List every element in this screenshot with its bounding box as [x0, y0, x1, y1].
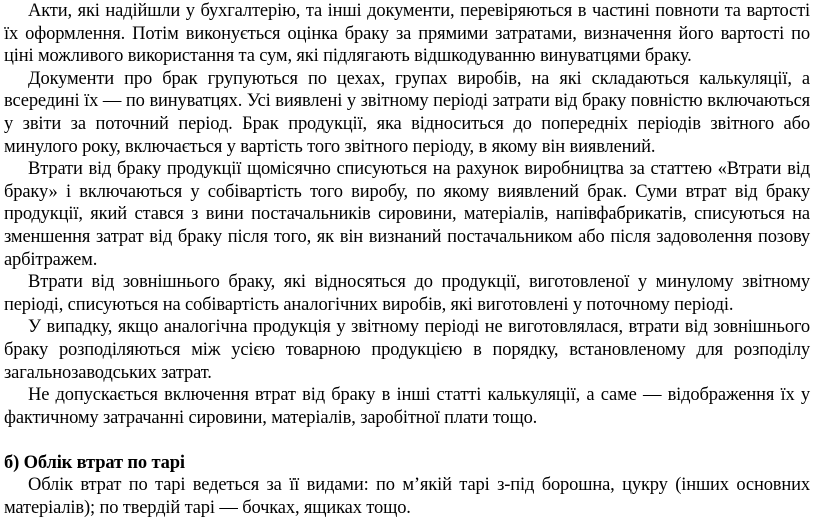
paragraph-external-defect: Втрати від зовнішнього браку, які відносяться до продукції, виготовленої у минулому звітному періоді, списуються на собівартість аналогічних виробів, які виготовлені у поточному періоді.: [4, 272, 810, 315]
paragraph-defect-grouping: Документи про брак групуються по цехах, групах виробів, на які складаються калькуляції, а всередині їх — по винуватцях. Усі виявлені у звітному періоді затрати від браку повністю включаються у звіти за поточний період. Брак продукції, яка відноситься до попередніх періодів звітного або минулого року, включається у вартість того звітного періоду, в якому він виявлений.: [4, 68, 810, 157]
paragraph-defect-losses-writeoff: Втрати від браку продукції щомісячно списуються на рахунок виробництва за статтею «Втрати від браку» і включаються у собівартість того виробу, по якому виявлений брак. Суми втрат від браку продукції, який стався з вини постачальників сировини, матеріалів, напівфабрикатів, списуються на зменшення затрат від браку після того, як він визнаний постачальником або після задоволення позову арбітражем.: [4, 159, 810, 270]
paragraph-external-defect-distribution: У випадку, якщо аналогічна продукція у звітному періоді не виготовлялася, втрати від зовнішнього браку розподіляються між усією товарною продукцією в порядку, встановленому для розподілу загальнозаводських затрат.: [4, 317, 810, 383]
paragraph-defect-acts: Акти, які надійшли у бухгалтерію, та інші документи, перевіряються в частині повноти та вартості їх оформлення. Потім виконується оцінка браку за прямими затратами, визначення його вартості по ціні можливого використання та сум, які підлягають відшкодуванню винуватцями браку.: [4, 1, 810, 67]
paragraph-no-other-items: Не допускається включення втрат від браку в інші статті калькуляції, а саме — відображення їх у фактичному затрачанні сировини, матеріалів, заробітної плати тощо.: [4, 385, 810, 428]
section-spacer: [4, 429, 810, 452]
section-heading: б) Облік втрат по тарі: [4, 452, 185, 473]
paragraph-container-losses: Облік втрат по тарі ведеться за її видами: по м’якій тарі з-під борошна, цукру (інших основних матеріалів); по твердій тарі — бочках, ящиках тощо.: [4, 475, 810, 519]
